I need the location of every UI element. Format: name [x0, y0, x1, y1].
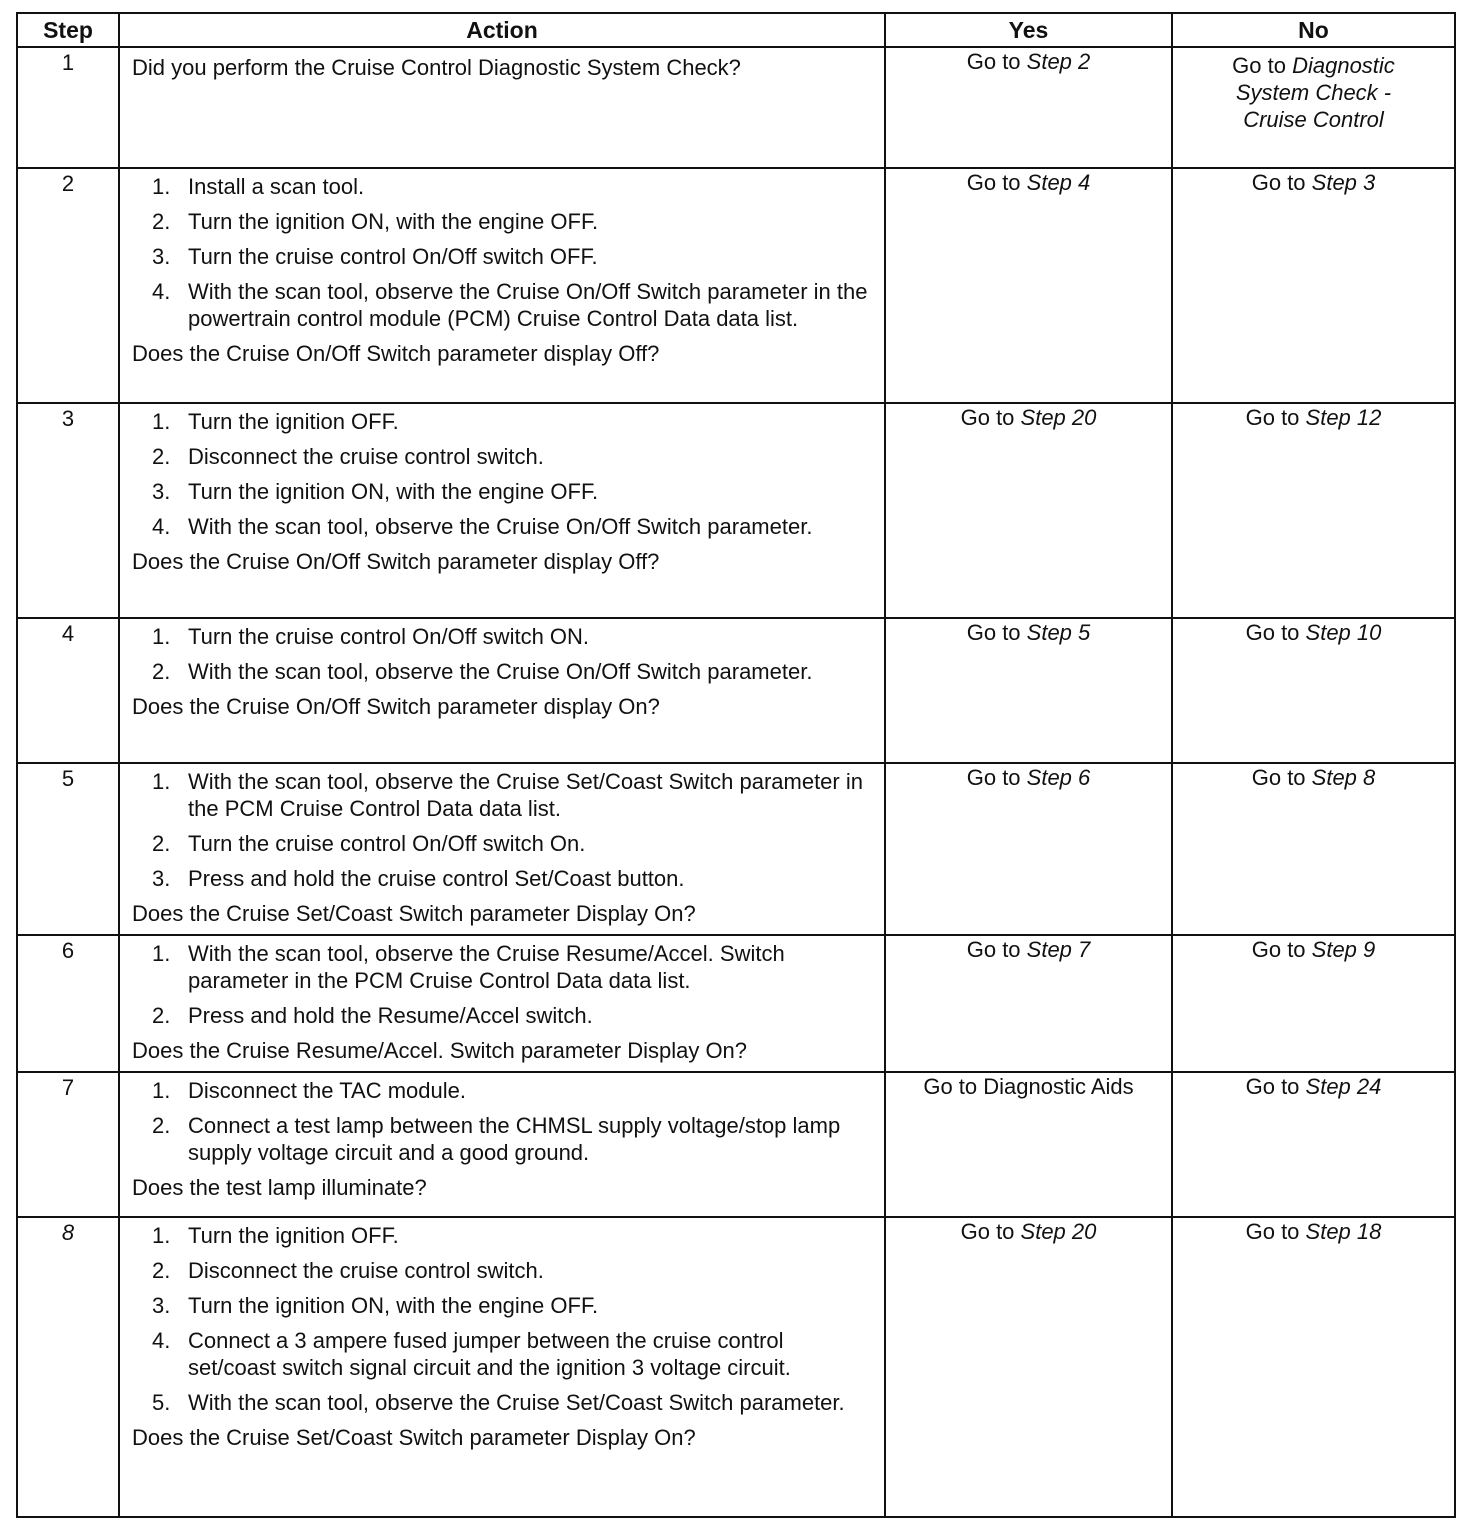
step-number: 3	[17, 403, 119, 618]
step-number: 6	[17, 935, 119, 1072]
no-cell	[1172, 763, 1455, 935]
question-text: Does the Cruise Resume/Accel. Switch parameter Display On?	[132, 1038, 748, 1063]
no-step-ref: Step 3	[1311, 170, 1376, 195]
action-step: 3. Turn the ignition ON, with the engine OFF.	[152, 1293, 599, 1318]
action-steps	[132, 623, 874, 685]
action-steps	[132, 1222, 874, 1416]
table-row	[17, 935, 1455, 1072]
yes-cell	[885, 935, 1172, 1072]
action-step: 2. With the scan tool, observe the Cruise On/Off Switch parameter.	[152, 659, 813, 684]
step-number: 7	[17, 1072, 119, 1217]
question-text: Does the Cruise On/Off Switch parameter display Off?	[132, 549, 660, 574]
action-cell	[119, 763, 885, 935]
header-yes: Yes	[885, 13, 1172, 47]
question-text: Did you perform the Cruise Control Diagnostic System Check?	[132, 55, 741, 80]
yes-prefix: Go to	[966, 170, 1027, 195]
no-step-ref: Step 9	[1311, 937, 1376, 962]
action-steps	[132, 1077, 874, 1166]
action-step: 2. Turn the ignition ON, with the engine OFF.	[152, 209, 599, 234]
no-step-ref: Step 18	[1305, 1219, 1382, 1244]
yes-step-ref: Step 5	[1026, 620, 1091, 645]
action-cell	[119, 403, 885, 618]
action-step: 2. Disconnect the cruise control switch.	[152, 444, 544, 469]
action-cell	[119, 935, 885, 1072]
step-number: 8	[17, 1217, 119, 1517]
table-row	[17, 403, 1455, 618]
question-text: Does the Cruise Set/Coast Switch parameter Display On?	[132, 1425, 696, 1450]
yes-prefix: Go to	[960, 1219, 1021, 1244]
action-steps	[132, 408, 874, 540]
action-cell	[119, 1072, 885, 1217]
step-number: 2	[17, 168, 119, 403]
action-step: 1. With the scan tool, observe the Cruise Set/Coast Switch parameter in the PCM Cruise Control Data data list.	[152, 769, 863, 821]
action-cell	[119, 618, 885, 763]
no-step-ref: Step 12	[1305, 405, 1382, 430]
action-cell	[119, 1217, 885, 1517]
action-step: 2. Press and hold the Resume/Accel switch.	[152, 1003, 593, 1028]
question-text: Does the Cruise Set/Coast Switch parameter Display On?	[132, 901, 696, 926]
yes-cell	[885, 47, 1172, 168]
no-step-ref: Step 8	[1311, 765, 1376, 790]
yes-step-ref: Step 4	[1026, 170, 1091, 195]
action-step: 1. Turn the cruise control On/Off switch ON.	[152, 624, 590, 649]
action-step: 1. Disconnect the TAC module.	[152, 1078, 466, 1103]
action-step: 3. Press and hold the cruise control Set/Coast button.	[152, 866, 685, 891]
no-prefix: Go to	[1251, 170, 1312, 195]
no-prefix: Go to	[1245, 1219, 1306, 1244]
question-text: Does the test lamp illuminate?	[132, 1175, 427, 1200]
no-ref-line1: Diagnostic	[1292, 53, 1395, 78]
action-cell	[119, 168, 885, 403]
yes-cell	[885, 763, 1172, 935]
diagnostic-table	[16, 12, 1456, 1518]
question-text: Does the Cruise On/Off Switch parameter display On?	[132, 694, 660, 719]
action-step: 2. Disconnect the cruise control switch.	[152, 1258, 544, 1283]
no-cell	[1172, 618, 1455, 763]
table-row	[17, 47, 1455, 168]
yes-cell	[885, 1072, 1172, 1217]
header-no: No	[1172, 13, 1455, 47]
no-ref-line2: System Check -	[1235, 80, 1392, 105]
yes-cell	[885, 618, 1172, 763]
action-steps	[132, 940, 874, 1029]
table-row	[17, 618, 1455, 763]
no-cell	[1172, 47, 1455, 168]
step-number: 4	[17, 618, 119, 763]
action-step: 2. Turn the cruise control On/Off switch On.	[152, 831, 586, 856]
no-cell	[1172, 403, 1455, 618]
no-step-ref: Step 24	[1305, 1074, 1382, 1099]
header-action: Action	[119, 13, 885, 47]
no-cell	[1172, 1217, 1455, 1517]
no-step-ref: Step 10	[1305, 620, 1382, 645]
action-step: 4. Connect a 3 ampere fused jumper between the cruise control set/coast switch signal circuit and the ignition 3 voltage circuit.	[152, 1328, 791, 1380]
table-row	[17, 168, 1455, 403]
action-steps	[132, 173, 874, 332]
yes-step-ref: Step 7	[1026, 937, 1091, 962]
action-step: 1. With the scan tool, observe the Cruise Resume/Accel. Switch parameter in the PCM Cruise Control Data data list.	[152, 941, 785, 993]
header-step: Step	[17, 13, 119, 47]
no-prefix: Go to	[1251, 937, 1312, 962]
no-prefix: Go to	[1245, 405, 1306, 430]
yes-step-ref: Step 6	[1026, 765, 1091, 790]
yes-prefix: Go to	[966, 49, 1027, 74]
action-step: 4. With the scan tool, observe the Cruise On/Off Switch parameter.	[152, 514, 813, 539]
header-row	[17, 13, 1455, 47]
action-step: 1. Install a scan tool.	[152, 174, 365, 199]
action-step: 5. With the scan tool, observe the Cruise Set/Coast Switch parameter.	[152, 1390, 845, 1415]
action-step: 4. With the scan tool, observe the Cruise On/Off Switch parameter in the powertrain control module (PCM) Cruise Control Data data list.	[152, 279, 868, 331]
action-step: 3. Turn the ignition ON, with the engine OFF.	[152, 479, 599, 504]
step-number: 1	[17, 47, 119, 168]
no-prefix: Go to	[1232, 53, 1293, 78]
no-prefix: Go to	[1245, 620, 1306, 645]
yes-cell	[885, 168, 1172, 403]
table-row	[17, 1217, 1455, 1517]
table-row	[17, 1072, 1455, 1217]
yes-prefix: Go to	[960, 405, 1021, 430]
no-cell	[1172, 1072, 1455, 1217]
action-steps	[132, 768, 874, 892]
action-cell	[119, 47, 885, 168]
action-step: 1. Turn the ignition OFF.	[152, 1223, 399, 1248]
yes-prefix: Go to	[966, 765, 1027, 790]
action-step: 1. Turn the ignition OFF.	[152, 409, 399, 434]
yes-step-ref: Step 20	[1020, 405, 1097, 430]
yes-prefix: Go to	[966, 620, 1027, 645]
no-prefix: Go to	[1245, 1074, 1306, 1099]
action-step: 3. Turn the cruise control On/Off switch OFF.	[152, 244, 598, 269]
no-cell	[1172, 168, 1455, 403]
yes-step-ref: Step 2	[1026, 49, 1091, 74]
no-prefix: Go to	[1251, 765, 1312, 790]
no-ref-line3: Cruise Control	[1243, 107, 1384, 132]
question-text: Does the Cruise On/Off Switch parameter display Off?	[132, 341, 660, 366]
action-step: 2. Connect a test lamp between the CHMSL supply voltage/stop lamp supply voltage circuit and a good ground.	[152, 1113, 841, 1165]
yes-prefix: Go to	[966, 937, 1027, 962]
yes-cell	[885, 1217, 1172, 1517]
yes-cell	[885, 403, 1172, 618]
yes-step-ref: Step 20	[1020, 1219, 1097, 1244]
step-number: 5	[17, 763, 119, 935]
table-row	[17, 763, 1455, 935]
no-cell	[1172, 935, 1455, 1072]
yes-text: Go to Diagnostic Aids	[923, 1074, 1134, 1099]
